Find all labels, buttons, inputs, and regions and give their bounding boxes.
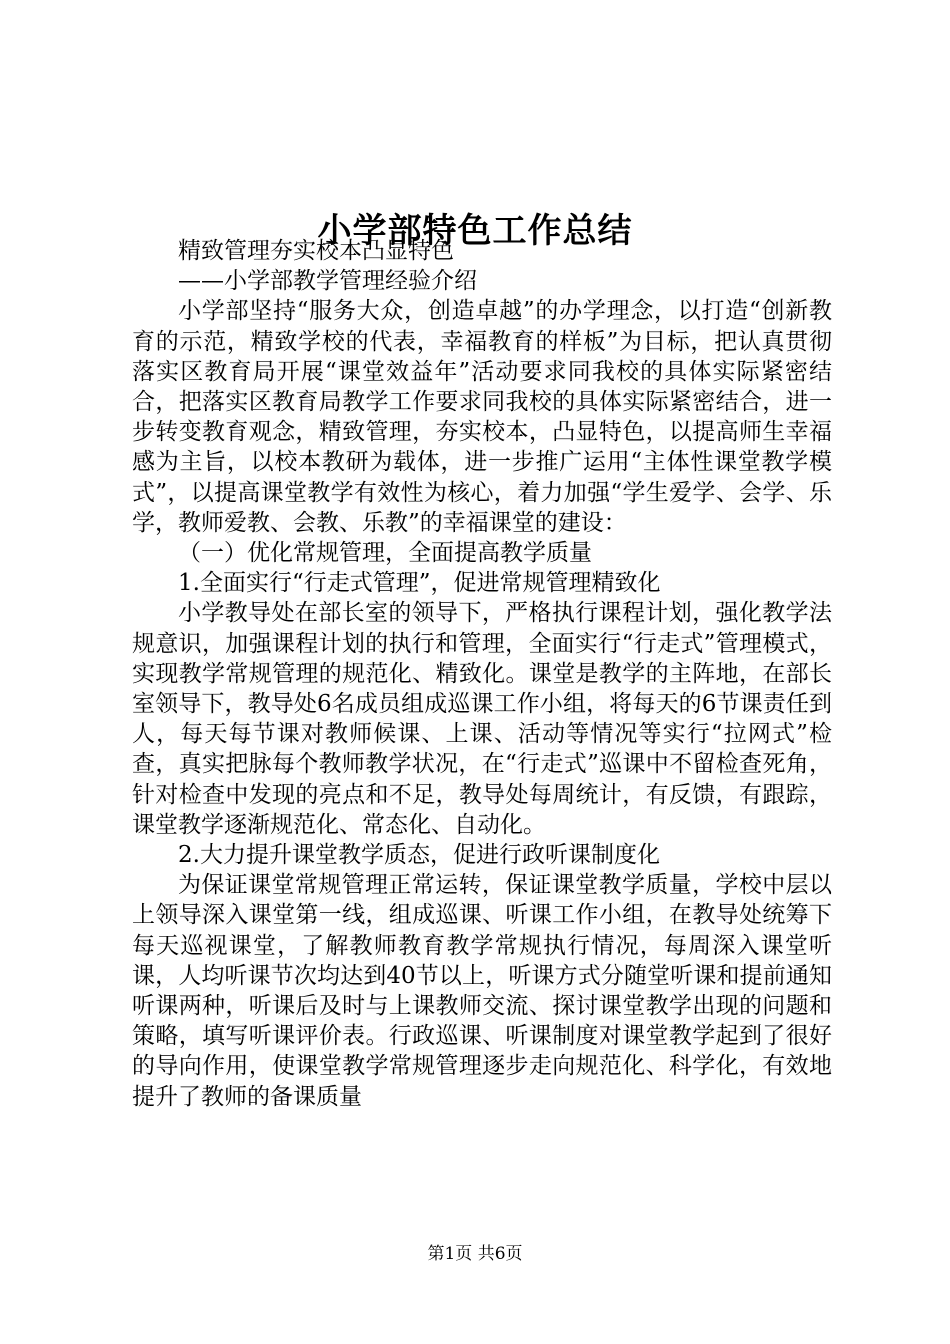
body-paragraph: 小学教导处在部长室的领导下，严格执行课程计划，强化教学法规意识，加强课程计划的执行和管理，全面实行“行走式”管理模式，实现教学常规管理的规范化、精致化。课堂是教学的主阵地，在部长室领导下，教导处6名成员组成巡课工作小组，将每天的6节课责任到人，每天每节课对教师候课、上课、活动等情况等实行“拉网式”检查，真实把脉每个教师教学状况，在“行走式”巡课中不留检查死角，针对检查中发现的亮点和不足，教导处每周统计，有反馈，有跟踪，课堂教学逐渐规范化、常态化、自动化。 — [132, 600, 832, 838]
section-heading: （一）优化常规管理，全面提高教学质量 — [178, 540, 592, 567]
body-paragraph: 为保证课堂常规管理正常运转，保证课堂教学质量，学校中层以上领导深入课堂第一线，组成巡课、听课工作小组，在教导处统筹下每天巡视课堂，了解教师教育教学常规执行情况，每周深入课堂听课，人均听课节次均达到40节以上，听课方式分随堂听课和提前通知听课两种，听课后及时与上课教师交流、探讨课堂教学出现的问题和策略，填写听课评价表。行政巡课、听课制度对课堂教学起到了很好的导向作用，使课堂教学常规管理逐步走向规范化、科学化，有效地提升了教师的备课质量 — [132, 872, 832, 1110]
page-number: 第1页 共6页 — [427, 1244, 523, 1264]
subsection-heading: 2.大力提升课堂教学质态，促进行政听课制度化 — [178, 842, 660, 869]
subsection-heading: 1.全面实行“行走式管理”，促进常规管理精致化 — [178, 570, 661, 597]
document-title: 小学部特色工作总结 — [317, 210, 633, 251]
document-body — [132, 236, 832, 1112]
subtitle-line: 精致管理夯实校本凸显特色 — [178, 238, 454, 264]
body-paragraph: 小学部坚持“服务大众，创造卓越”的办学理念，以打造“创新教育的示范，精致学校的代表，幸福教育的样板”为目标，把认真贯彻落实区教育局开展“课堂效益年”活动要求同我校的具体实际紧密结合，把落实区教育局教学工作要求同我校的具体实际紧密结合，进一步转变教育观念，精致管理，夯实校本，凸显特色，以提高师生幸福感为主旨，以校本教研为载体，进一步推广运用“主体性课堂教学模式”，以提高课堂教学有效性为核心，着力加强“学生爱学、会学、乐学，教师爱教、会教、乐教”的幸福课堂的建设： — [132, 298, 832, 536]
subtitle-line: ——小学部教学管理经验介绍 — [178, 268, 477, 295]
